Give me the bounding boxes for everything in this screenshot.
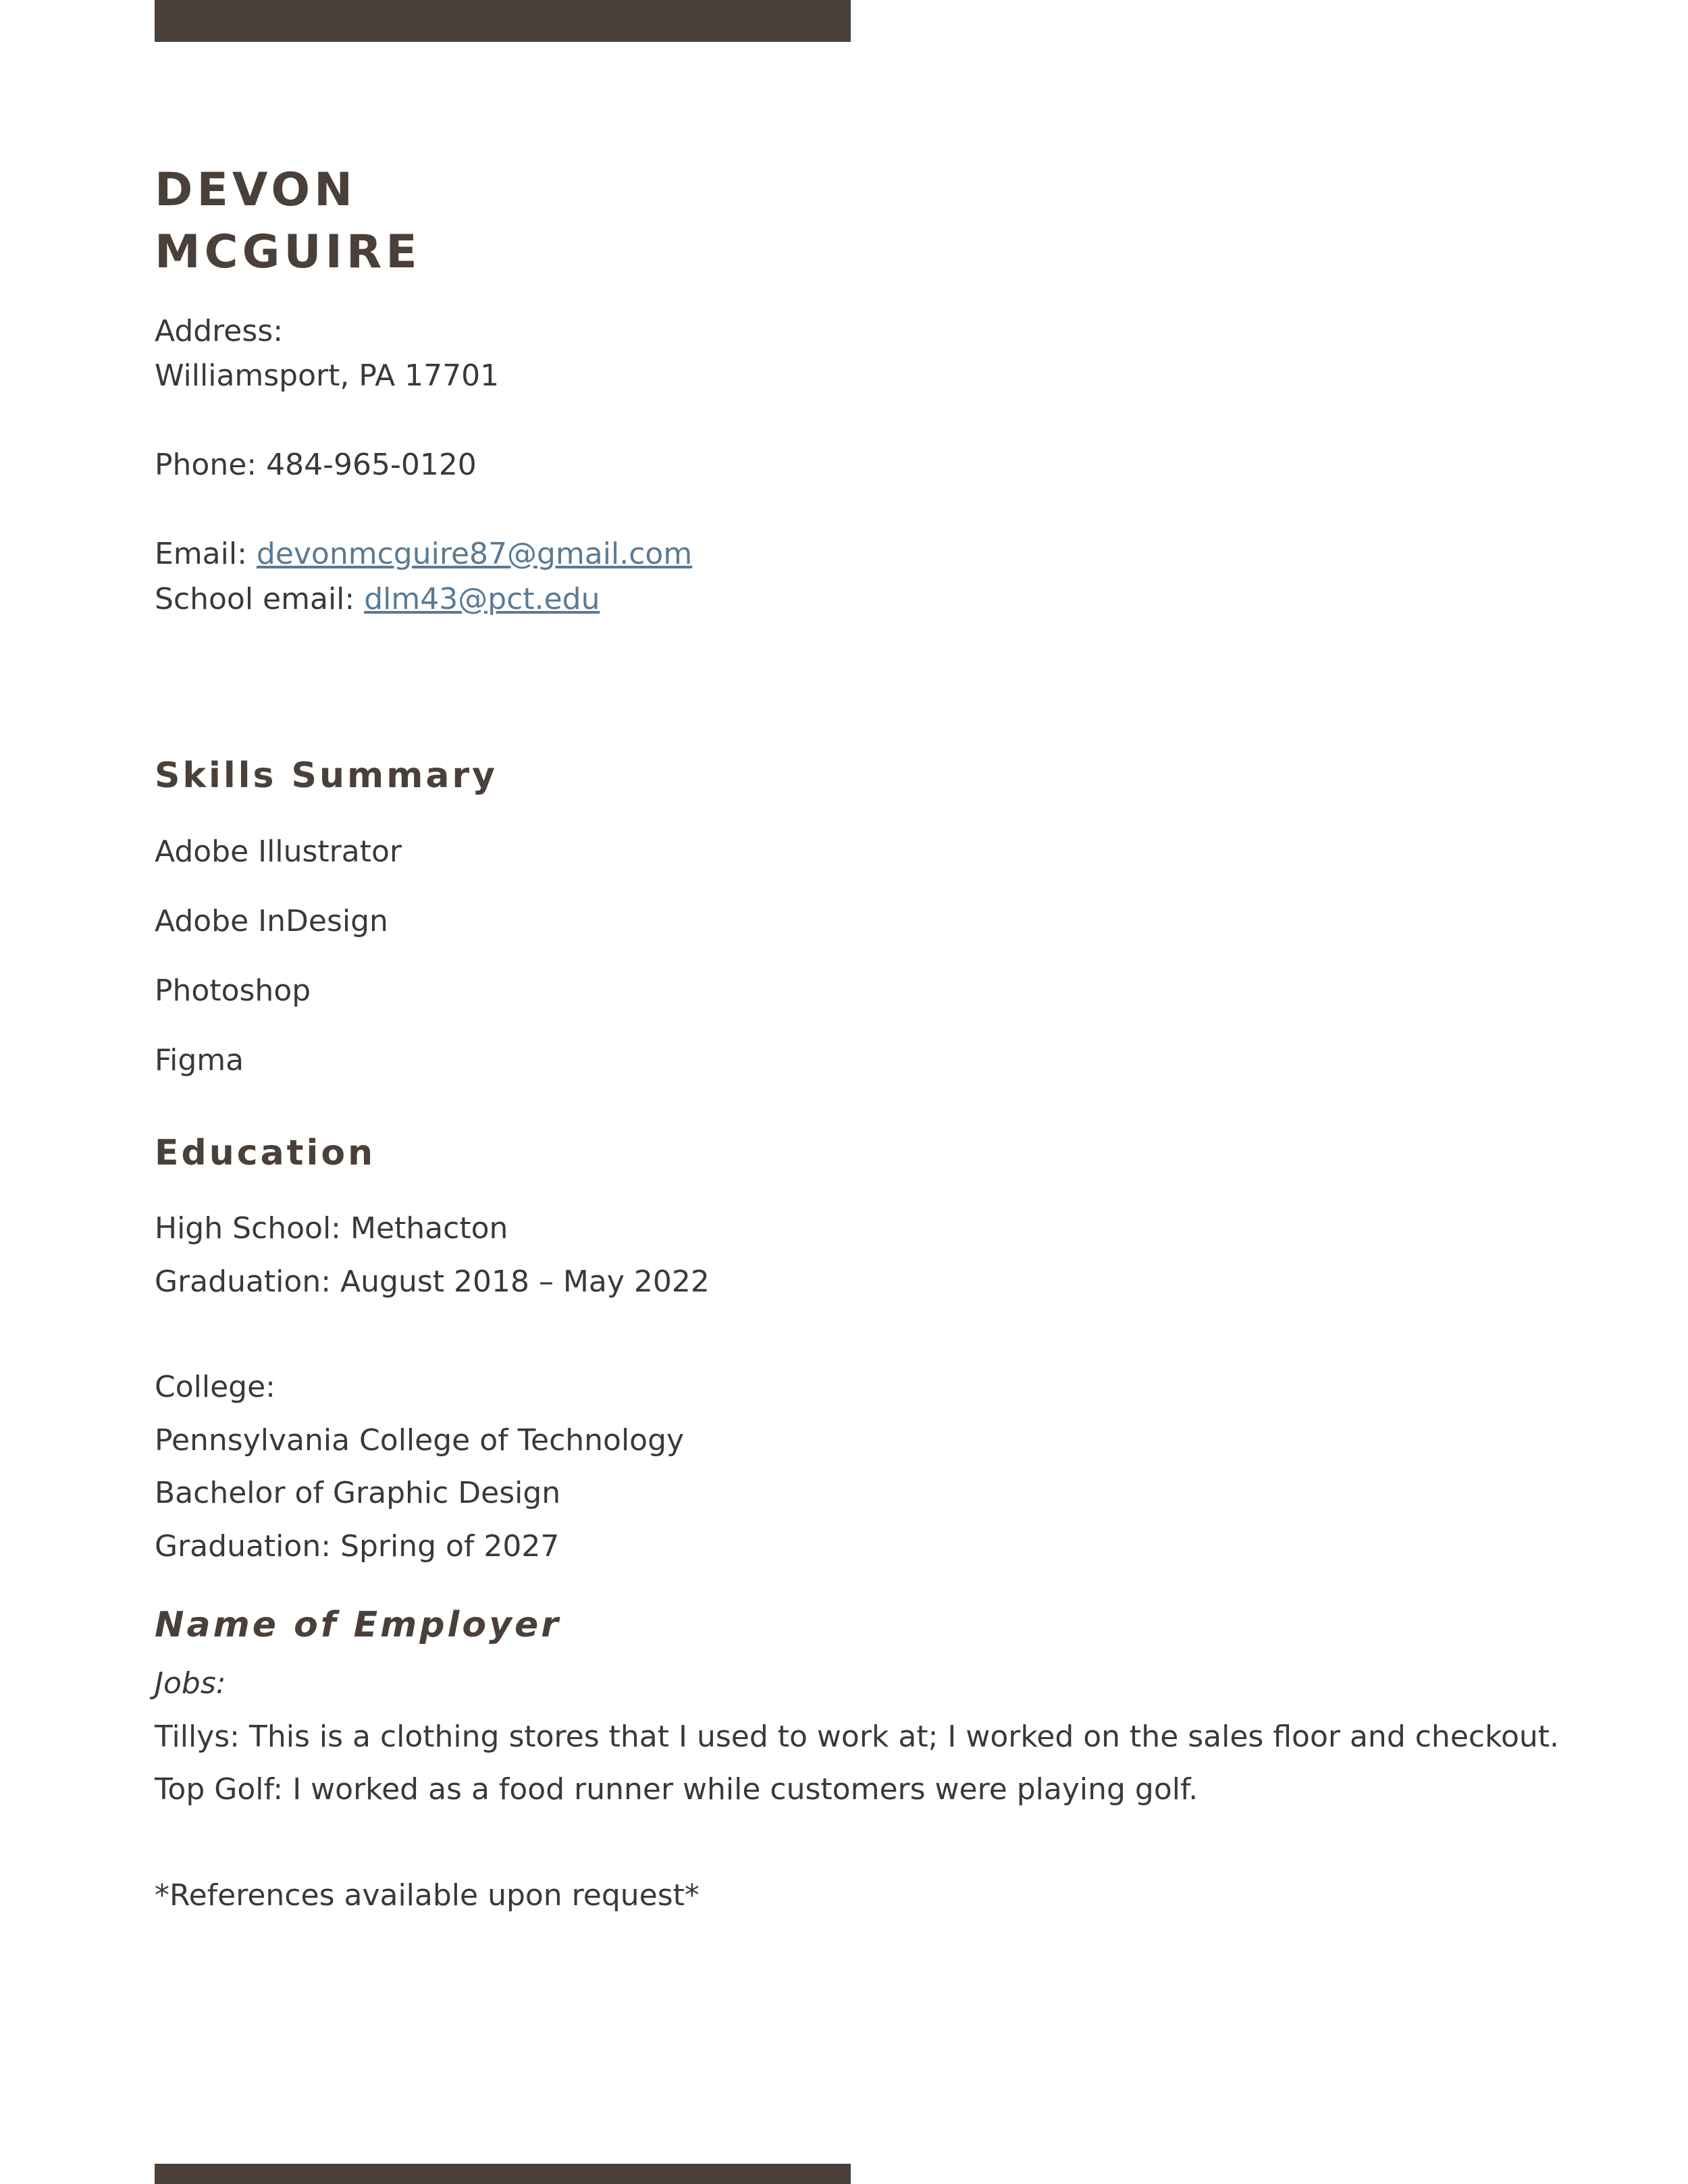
skill-item: Figma bbox=[155, 1043, 244, 1077]
employment-heading: Name of Employer bbox=[155, 1605, 561, 1645]
college-label: College: bbox=[155, 1370, 275, 1404]
school-email-link[interactable]: dlm43@pct.edu bbox=[364, 582, 600, 616]
job-entry: Top Golf: I worked as a food runner while customers were playing golf. bbox=[155, 1772, 1198, 1807]
skill-item: Photoshop bbox=[155, 974, 311, 1008]
school-email-line bbox=[155, 579, 600, 620]
address-label: Address: bbox=[155, 314, 284, 348]
skill-item: Adobe Illustrator bbox=[155, 834, 402, 869]
school-email-label: School email: bbox=[155, 582, 365, 616]
high-school: High School: Methacton bbox=[155, 1211, 508, 1246]
skills-heading: Skills Summary bbox=[155, 755, 498, 796]
college-name: Pennsylvania College of Technology bbox=[155, 1423, 685, 1458]
skill-item: Adobe InDesign bbox=[155, 904, 388, 938]
phone-line: Phone: 484-965-0120 bbox=[155, 448, 477, 482]
email-link[interactable]: devonmcguire87@gmail.com bbox=[256, 537, 693, 571]
email-line bbox=[155, 534, 692, 575]
degree: Bachelor of Graphic Design bbox=[155, 1476, 561, 1510]
last-name: MCGUIRE bbox=[155, 225, 421, 279]
education-heading: Education bbox=[155, 1133, 376, 1173]
high-school-graduation: Graduation: August 2018 – May 2022 bbox=[155, 1264, 710, 1299]
references-note: *References available upon request* bbox=[155, 1878, 700, 1913]
jobs-label: Jobs: bbox=[155, 1666, 226, 1701]
email-label: Email: bbox=[155, 537, 257, 571]
first-name: DEVON bbox=[155, 163, 357, 217]
applicant-name bbox=[155, 159, 421, 284]
bottom-accent-bar bbox=[155, 2164, 851, 2184]
top-accent-bar bbox=[155, 0, 851, 42]
job-entry: Tillys: This is a clothing stores that I used to work at; I worked on the sales floor and checkout. bbox=[155, 1720, 1560, 1754]
address-value: Williamsport, PA 17701 bbox=[155, 358, 500, 393]
college-graduation: Graduation: Spring of 2027 bbox=[155, 1529, 560, 1564]
